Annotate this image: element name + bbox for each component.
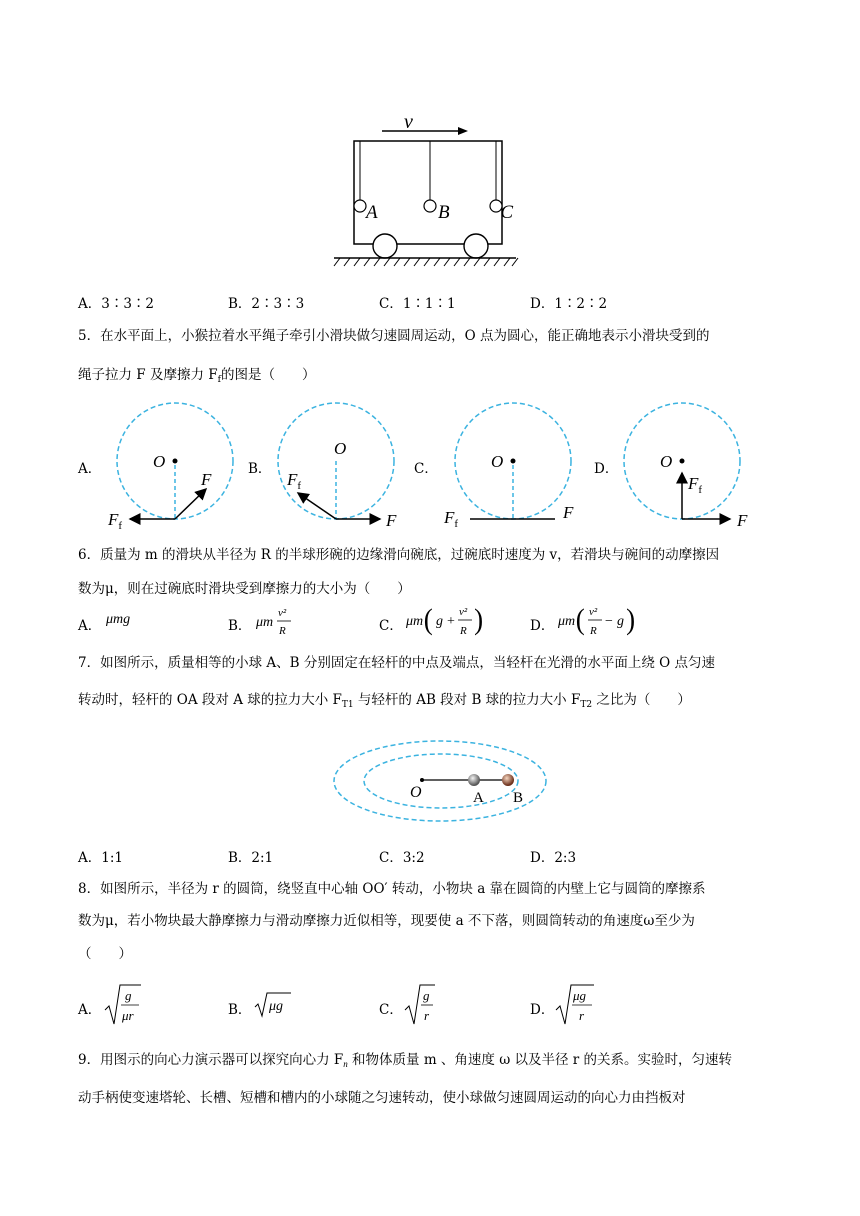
q5-option-a-letter: A．: [78, 461, 102, 477]
svg-text:F: F: [386, 511, 397, 530]
q7-line2: 转动时，轻杆的 OA 段对 A 球的拉力大小 $F_{T1}$ 与轻杆的 AB 段对 B 球的拉力大小 $F_{T2}$ 之比为（ ）: [78, 692, 691, 710]
svg-text:μr: μr: [122, 1008, 134, 1023]
q6-option-d-formula: [556, 600, 646, 644]
q6-option-d: D．: [530, 618, 555, 634]
svg-text:v²: v²: [278, 607, 287, 619]
svg-text:R: R: [279, 625, 286, 637]
q6-option-a: A．: [78, 618, 102, 634]
svg-text:g: g: [436, 614, 443, 629]
svg-text:r: r: [579, 1008, 585, 1023]
svg-text:μg: μg: [269, 999, 284, 1014]
svg-text:A: A: [473, 790, 484, 806]
q8-option-d-formula: [554, 982, 596, 1028]
q4-option-c: C．1∶1∶1: [379, 296, 456, 312]
ball-b: [502, 774, 514, 786]
q9-line2: 动手柄使变速塔轮、长槽、短槽和槽内的小球随之匀速转动，使小球做匀速圆周运动的向心力由挡板对: [78, 1090, 686, 1106]
svg-text:v²: v²: [589, 606, 598, 618]
velocity-label: v: [404, 111, 413, 133]
svg-text:(: (: [423, 603, 433, 637]
label-a: A: [366, 202, 378, 223]
svg-text:): ): [474, 603, 484, 637]
q5-figure-b: [278, 403, 397, 530]
q4-option-b: B．2∶3∶3: [228, 296, 305, 312]
q7-option-a: A．1:1: [78, 850, 123, 866]
svg-text:O: O: [334, 439, 347, 458]
q8-option-c: C．: [379, 1002, 403, 1018]
q5-figure-a: [107, 403, 233, 532]
q5-option-b-letter: B．: [248, 461, 272, 477]
q5-option-d-letter: D．: [594, 461, 619, 477]
q7-line1: 7．如图所示，质量相等的小球 A、B 分别固定在轻杆的中点及端点，当轻杆在光滑的水平面上绕 O 点匀速: [78, 655, 715, 671]
svg-text:R: R: [590, 625, 597, 637]
q5-figure-c: [443, 403, 574, 530]
q6-line2: 数为μ，则在过碗底时滑块受到摩擦力的大小为（ ）: [78, 581, 411, 597]
q6-option-c-formula: [404, 600, 494, 644]
cart-figure: [330, 108, 520, 270]
q9-line1: 9．用图示的向心力演示器可以探究向心力 $F_n$ 和物体质量 m 、角速度 ω 以及半径 r 的关系。实验时，匀速转: [78, 1052, 733, 1069]
svg-text:F: F: [563, 503, 574, 522]
q4-option-d: D．1∶2∶2: [530, 296, 608, 312]
svg-text:O: O: [660, 452, 673, 471]
q8-option-b: B．: [228, 1002, 252, 1018]
svg-text:μg: μg: [573, 988, 587, 1003]
q7-figure: [330, 735, 550, 835]
q8-line2: 数为μ，若小物块最大静摩擦力与滑动摩擦力近似相等，现要使 a 不下落，则圆筒转动的角速度ω至少为: [78, 913, 695, 929]
svg-text:μm: μm: [406, 614, 424, 629]
q6-option-b-formula: [254, 603, 314, 643]
label-c: C: [500, 202, 513, 223]
q7-option-b: B．2:1: [228, 850, 274, 866]
q8-line1: 8．如图所示，半径为 r 的圆筒，绕竖直中心轴 OO′ 转动，小物块 a 靠在圆筒的内壁上它与圆筒的摩擦系: [78, 881, 706, 897]
svg-text:F: F: [737, 511, 748, 530]
ball-a: [468, 774, 480, 786]
svg-text:v²: v²: [459, 606, 468, 618]
svg-text:μm: μm: [256, 615, 274, 630]
svg-text:g: g: [617, 614, 624, 629]
svg-text:B: B: [513, 790, 524, 806]
svg-text:Ff: $F_f$: [287, 470, 302, 492]
svg-text:+: +: [447, 614, 455, 629]
q8-option-d: D．: [530, 1002, 555, 1018]
svg-text:): ): [626, 603, 636, 637]
svg-text:F: F: [201, 470, 212, 489]
q8-line3: （ ）: [78, 946, 132, 962]
q7-option-d: D．2:3: [530, 850, 577, 866]
q7-option-c: C．3:2: [379, 850, 425, 866]
svg-text:Ff: $F_f$: [688, 474, 703, 496]
q5-figures: [0, 395, 860, 535]
label-b: B: [438, 202, 450, 223]
q6-option-b: B．: [228, 618, 252, 634]
q4-option-a: A．3∶3∶2: [78, 296, 155, 312]
svg-text:g: g: [125, 988, 132, 1003]
q8-option-a: A．: [78, 1002, 102, 1018]
q6-line1: 6．质量为 m 的滑块从半径为 R 的半球形碗的边缘滑向碗底，过碗底时速度为 v，若滑块与碗间的动摩擦因: [78, 547, 720, 563]
q5-option-c-letter: C．: [414, 461, 438, 477]
svg-text:O: O: [153, 452, 166, 471]
svg-text:(: (: [575, 603, 585, 637]
q6-option-c: C．: [379, 618, 403, 634]
svg-text:r: r: [424, 1008, 430, 1023]
q8-option-c-formula: [403, 982, 437, 1028]
svg-text:−: −: [605, 614, 613, 629]
svg-text:O: O: [410, 784, 422, 801]
q8-option-b-formula: [253, 990, 293, 1020]
svg-text:R: R: [460, 625, 467, 637]
svg-text:Ff: $F_f$: [444, 508, 459, 530]
q8-option-a-formula: [103, 982, 143, 1028]
svg-text:μm: μm: [558, 614, 576, 629]
q5-line1: 5．在水平面上，小猴拉着水平绳子牵引小滑块做匀速圆周运动，O 点为圆心，能正确地表示小滑块受到的: [78, 328, 710, 344]
q6-option-a-formula: μmg: [106, 612, 131, 627]
svg-text:O: O: [491, 452, 504, 471]
q5-figure-d: [624, 403, 748, 530]
svg-text:g: g: [423, 988, 430, 1003]
svg-text:Ff: $F_f$: [108, 510, 123, 532]
q5-line2: 绳子拉力 F 及摩擦力 $F_f$的图是（ ）: [78, 367, 316, 385]
